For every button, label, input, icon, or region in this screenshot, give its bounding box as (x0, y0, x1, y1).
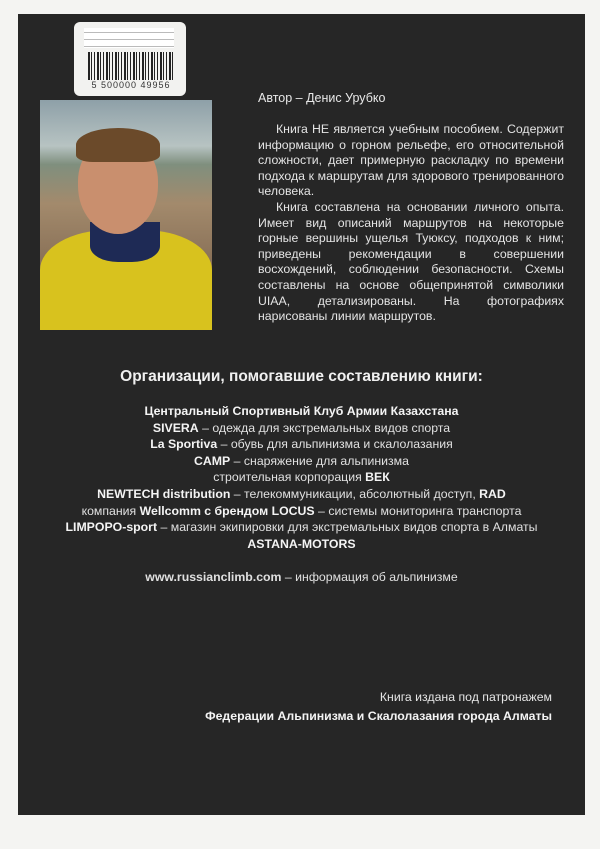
sponsor-bold: NEWTECH distribution (97, 486, 231, 501)
photo-hair (76, 128, 160, 162)
sponsor-bold: LIMPOPO-sport (65, 520, 158, 535)
sponsor-text: – одежда для экстремальных видов спорта (198, 420, 451, 435)
sponsor-line (18, 469, 585, 486)
sponsor-pre: строительная корпорация (213, 470, 366, 485)
publisher-line-1: Книга издана под патронажем (379, 690, 552, 704)
sponsor-bold: ASTANA-MOTORS (247, 536, 356, 551)
publisher-note (205, 688, 552, 726)
sponsors-list (18, 403, 585, 552)
sponsor-line (18, 436, 585, 453)
publisher-line-2: Федерации Альпинизма и Скалолазания города Алматы (205, 709, 552, 723)
sponsor-pre: компания (81, 503, 140, 518)
sponsor-text: – обувь для альпинизма и скалолазания (217, 437, 453, 452)
sponsor-bold: La Sportiva (150, 437, 218, 452)
sponsor-text: – снаряжение для альпинизма (230, 453, 409, 468)
book-description (258, 122, 564, 325)
description-paragraph: Книга составлена на основании личного опыта. Имеет вид описаний маршрутов на некоторые горные вершины ущелья Туюксу, подходов к ним; приведены рекомендации в совершении восхождений, соблюдении безопасности. Схемы составлены на основе общепринятой символики UIAA, детализированы. На фотографиях нарисованы линии маршрутов. (258, 199, 564, 324)
website-text: – информация об альпинизме (281, 570, 458, 584)
sponsor-line (18, 486, 585, 503)
sponsor-line (18, 420, 585, 437)
sponsor-bold2: RAD (479, 486, 506, 501)
sponsor-bold: SIVERA (152, 420, 199, 435)
barcode-number: 5 500000 49956 (91, 80, 171, 90)
sponsors-heading: Организации, помогавшие составлению книги: (120, 368, 483, 385)
sponsor-bold: ВЕК (365, 470, 390, 485)
sponsor-text: – магазин экипировки для экстремальных видов спорта в Алматы (157, 520, 538, 535)
description-paragraph: Книга НЕ является учебным пособием. Содержит информацию о горном рельефе, его относительной сложности, дает примерную раскладку по времени подхода к маршрутам для здорового тренированного человека. (258, 122, 564, 199)
website-url: www.russianclimb.com (145, 570, 282, 584)
sponsor-line (18, 536, 585, 553)
sponsor-text: – телекоммуникации, абсолютный доступ, (230, 486, 480, 501)
author-photo (40, 100, 212, 330)
website-line (18, 570, 585, 584)
sponsor-bold: Центральный Спортивный Клуб Армии Казахстана (144, 404, 459, 418)
sponsor-line (18, 453, 585, 470)
sponsor-bold: CAMP (194, 453, 231, 468)
sticker-text-lines (84, 28, 174, 48)
sponsor-text: – системы мониторинга транспорта (314, 503, 522, 518)
sponsor-line (18, 519, 585, 536)
sponsor-line (18, 403, 585, 420)
author-line: Автор – Денис Урубко (258, 91, 386, 105)
sponsor-line (18, 503, 585, 520)
barcode (88, 52, 174, 80)
barcode-sticker (74, 22, 186, 96)
sponsor-bold: Wellcomm с брендом LOCUS (139, 503, 315, 518)
